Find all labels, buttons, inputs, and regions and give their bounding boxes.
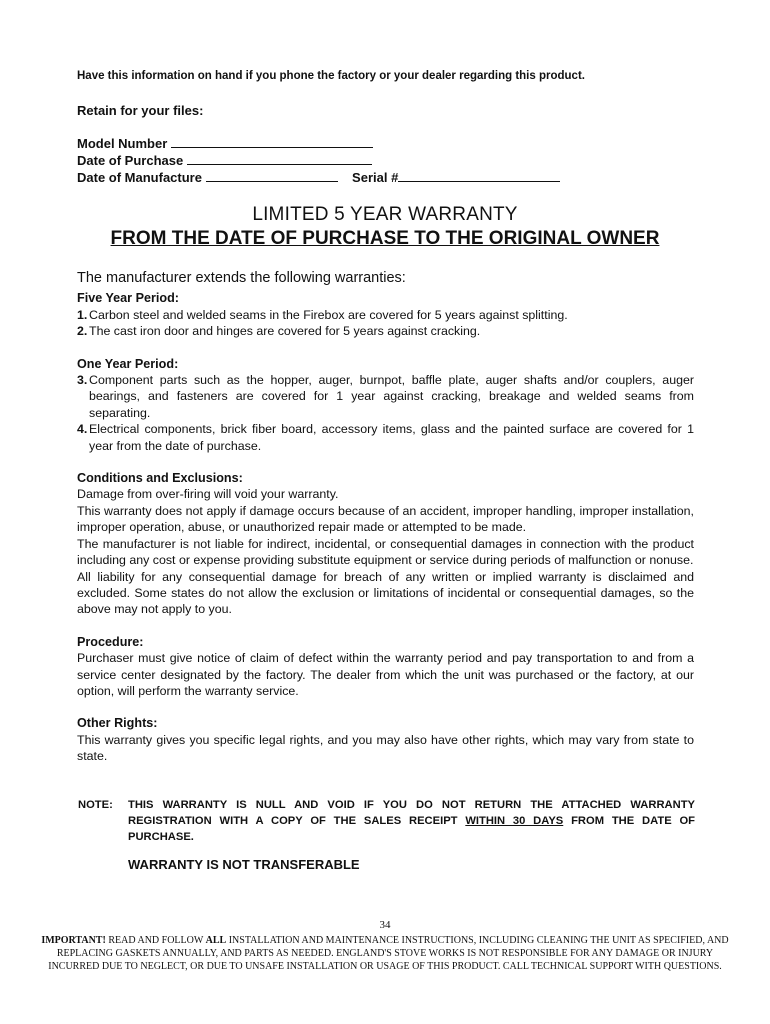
condition-paragraph: All liability for any consequential damage for breach of any written or implied warranty is disclaimed and excluded. Some states do not allow the exclusion or limitations of incidental or consequential damages, so the above may not apply to you. bbox=[77, 569, 694, 617]
model-number-blank bbox=[171, 135, 373, 148]
warranty-item bbox=[77, 421, 694, 454]
warranty-item bbox=[77, 307, 694, 323]
footer-text-b: INSTALLATION AND MAINTENANCE INSTRUCTIONS, INCLUDING CLEANING THE UNIT AS SPECIFIED, AND REPLACING GASKETS ANNUALLY, AND PARTS AS NEEDED. ENGLAND'S STOVE WORKS IS NOT RESPONSIBLE FOR ANY DAMAGE OR INJURY INCURRED DUE TO NEGLECT, OR DUE TO UNSAFE INSTALLATION OR USAGE OF THIS PRODUCT. CALL TECHNICAL SUPPORT WITH QUESTIONS. bbox=[48, 935, 729, 972]
footer-all-word: ALL bbox=[205, 935, 227, 946]
date-of-purchase-blank bbox=[187, 152, 372, 165]
item-text: Component parts such as the hopper, auger, burnpot, baffle plate, auger shafts and/or couplers, auger bearings, and fasteners are covered for 1 year against cracking, breakage and welded seams from separating. bbox=[89, 373, 694, 420]
note-label: NOTE: bbox=[78, 799, 113, 811]
item-text: The cast iron door and hinges are covered for 5 years against cracking. bbox=[89, 324, 481, 339]
item-number: 3. bbox=[77, 373, 88, 388]
record-fields bbox=[77, 135, 560, 186]
date-of-manufacture-blank bbox=[206, 169, 338, 182]
item-text: Carbon steel and welded seams in the Firebox are covered for 5 years against splitting. bbox=[89, 307, 568, 322]
note-text-end: FROM THE DATE OF PURCHASE. bbox=[128, 815, 696, 843]
one-year-heading: One Year Period: bbox=[77, 356, 179, 371]
intro-text: Have this information on hand if you phone the factory or your dealer regarding this product. bbox=[77, 70, 585, 82]
item-number: 2. bbox=[77, 324, 88, 339]
condition-paragraph: This warranty does not apply if damage occurs because of an accident, improper handling, improper installation, improper operation, abuse, or unauthorized repair made or attempted to be made. bbox=[77, 503, 694, 535]
condition-paragraph: The manufacturer is not liable for indirect, incidental, or consequential damages in connection with the product including any cost or expense providing substitute equipment or service during periods of malfunction or nonuse. bbox=[77, 536, 694, 568]
note-deadline: WITHIN 30 DAYS bbox=[465, 815, 564, 827]
conditions-heading: Conditions and Exclusions: bbox=[77, 471, 243, 486]
model-number-label: Model Number bbox=[77, 136, 168, 151]
date-of-purchase-row bbox=[77, 152, 560, 169]
date-of-purchase-label: Date of Purchase bbox=[77, 153, 184, 168]
important-footer bbox=[40, 934, 730, 973]
page-number: 34 bbox=[379, 919, 391, 931]
note-text-main: THIS WARRANTY IS NULL AND VOID IF YOU DO NOT RETURN THE ATTACHED WARRANTY REGISTRATION WITH A COPY OF THE SALES RECEIPT bbox=[128, 799, 695, 827]
item-number: 4. bbox=[77, 422, 88, 437]
note-text bbox=[128, 797, 695, 845]
condition-paragraph: Damage from over-firing will void your warranty. bbox=[77, 487, 339, 502]
warranty-item bbox=[77, 372, 694, 421]
retain-heading: Retain for your files: bbox=[77, 103, 204, 118]
date-of-manufacture-label: Date of Manufacture bbox=[77, 170, 202, 185]
date-of-manufacture-row bbox=[77, 169, 560, 186]
footer-text-a: READ AND FOLLOW bbox=[105, 935, 206, 946]
other-rights-paragraph: This warranty gives you specific legal rights, and you may also have other rights, which may vary from state to state. bbox=[77, 732, 694, 764]
five-year-heading: Five Year Period: bbox=[77, 291, 179, 306]
extends-statement: The manufacturer extends the following warranties: bbox=[77, 270, 406, 286]
item-number: 1. bbox=[77, 307, 88, 322]
warranty-body bbox=[77, 270, 694, 765]
serial-blank bbox=[398, 169, 560, 182]
procedure-paragraph: Purchaser must give notice of claim of defect within the warranty period and pay transportation to and from a service center designated by the factory. The dealer from which the unit was purchased or the factory, at our option, will perform the warranty service. bbox=[77, 651, 694, 698]
other-rights-heading: Other Rights: bbox=[77, 716, 158, 731]
warranty-title: LIMITED 5 YEAR WARRANTY bbox=[252, 204, 518, 225]
note-block bbox=[78, 797, 695, 845]
procedure-heading: Procedure: bbox=[77, 634, 144, 649]
warranty-item bbox=[77, 323, 694, 339]
not-transferable-notice: WARRANTY IS NOT TRANSFERABLE bbox=[128, 857, 360, 872]
serial-label: Serial # bbox=[352, 170, 399, 185]
item-text: Electrical components, brick fiber board, accessory items, glass and the painted surface are covered for 1 year from the date of purchase. bbox=[89, 422, 694, 453]
model-number-row bbox=[77, 135, 560, 152]
warranty-subtitle: FROM THE DATE OF PURCHASE TO THE ORIGINAL OWNER bbox=[110, 228, 660, 249]
important-label: IMPORTANT! bbox=[41, 935, 106, 946]
